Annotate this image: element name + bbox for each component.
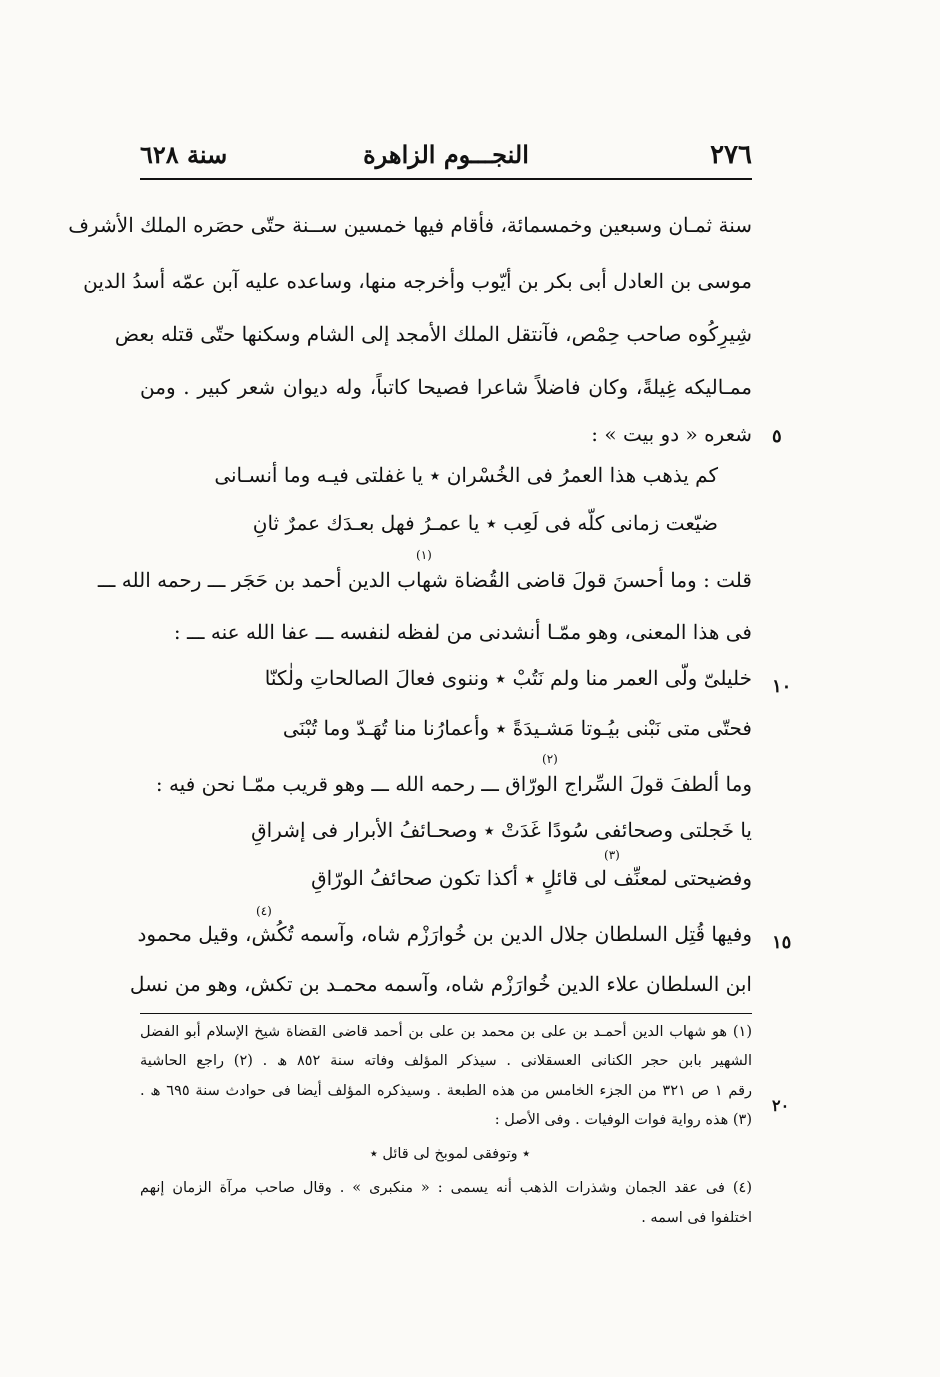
body-line: ممـاليكه غِيلةً، وكان فاضلاً شاعرا فصيحا كاتباً، وله ديوان شعر كبير . ومن [140, 375, 752, 399]
footnote-line: رقم ١ ص ٣٢١ من الجزء الخامس من هذه الطبعة . وسيذكره المؤلف أيضا فى حوادث سنة ٦٩٥ ھ . [140, 1083, 753, 1099]
verse-line: ضيّعت زمانى كلّه فى لَعِب ٭ يا عمـرُ فهل بعـدَك عمرٌ ثانِ [252, 511, 718, 535]
line-number: ٥ [772, 426, 782, 447]
body-line: وفيها قُتِل السلطان جلال الدين بن خُوارَزْم شاه، وآسمه تُكُش، وقيل محمود [137, 922, 752, 946]
footnote-mark: (٣) [604, 848, 620, 862]
verse-line: فحتّى متى نَبْنى بيُـوتا مَشـيدَةً ٭ وأعمارُنا منا تُهَـدّ وما تُبْنَى [282, 716, 752, 740]
body-line: موسى بن العادل أبى بكر بن أيّوب وأخرجه منها، وساعده عليه آبن عمّه أسدُ الدين [83, 269, 752, 293]
book-title: النجـــوم الزاهرة [363, 140, 529, 169]
line-number: ١٠ [772, 676, 792, 697]
footnote-line: (٣) هذه رواية فوات الوفيات . وفى الأصل : [494, 1112, 752, 1128]
body-line: وما ألطفَ قولَ السِّراج الورّاق ـــ رحمه الله ـــ وهو قريب ممّـا نحن فيه : [155, 772, 752, 796]
footnote-mark: (٤) [256, 904, 272, 918]
body-line: ابن السلطان علاء الدين خُوارَزْم شاه، وآسمه محمـد بن تكش، وهو من نسل [129, 972, 752, 996]
header-rule [140, 178, 752, 180]
footnote-mark: (١) [416, 548, 432, 562]
footnote-line: الشهير بابن حجر الكنانى العسقلانى . سيذكر المؤلف وفاته سنة ٨٥٢ ھ . (٢) راجع الحاشية [140, 1053, 752, 1069]
footnote-line: (٤) فى عقد الجمان وشذرات الذهب أنه يسمى : « منكبرى » . وقال صاحب مرآة الزمان إنهم [140, 1180, 752, 1196]
body-line: فى هذا المعنى، وهو ممّـا أنشدنى من لفظه لنفسه ـــ عفا الله عنه ـــ : [173, 620, 752, 644]
year-label: سنة ٦٢٨ [140, 140, 228, 169]
verse-line: كم يذهب هذا العمرُ فى الخُسْران ٭ يا غفلتى فيـه وما أنسـانى [214, 463, 718, 487]
line-number: ١٥ [772, 932, 792, 953]
footnote-line: ٭ وتوفقى لموبخ لى قائل ٭ [369, 1146, 531, 1162]
body-line: قلت : وما أحسنَ قولَ قاضى القُضاة شهاب الدين أحمد بن حَجَر ـــ رحمه الله ـــ [97, 568, 752, 592]
verse-line: وفضيحتى لمعنِّف لى قائلٍ ٭ أكذا تكون صحائفُ الورّاقِ [311, 866, 752, 890]
verse-line: يا خَجلتى وصحائفى سُودًا غَدَتْ ٭ وصحـائفُ الأبرار فى إشراقِ [251, 818, 752, 842]
verse-line: خليلىّ ولّى العمر منا ولم نَتُبْ ٭ وننوى فعالَ الصالحاتِ ولٰكنّا [264, 666, 752, 690]
body-line: سنة ثمـان وسبعين وخمسمائة، فأقام فيها خمسين ســنة حتّى حصَره الملك الأشرف [68, 213, 752, 237]
footnote-rule [140, 1013, 752, 1014]
footnote-line: (١) هو شهاب الدين أحمـد بن على بن محمد بن على بن أحمد قاضى القضاة شيخ الإسلام أبو الفضل [140, 1024, 752, 1040]
body-line: شعره « دو بيت » : [591, 422, 752, 446]
footnote-line: اختلفوا فى اسمه . [641, 1210, 752, 1226]
body-line: شِيرِكُوه صاحب حِمْص، فآنتقل الملك الأمجد إلى الشام وسكنها حتّى قتله بعض [114, 322, 752, 346]
running-header [140, 140, 752, 174]
line-number: ٢٠ [772, 1096, 790, 1115]
page-number: ٢٧٦ [710, 140, 752, 170]
footnote-mark: (٢) [542, 752, 558, 766]
